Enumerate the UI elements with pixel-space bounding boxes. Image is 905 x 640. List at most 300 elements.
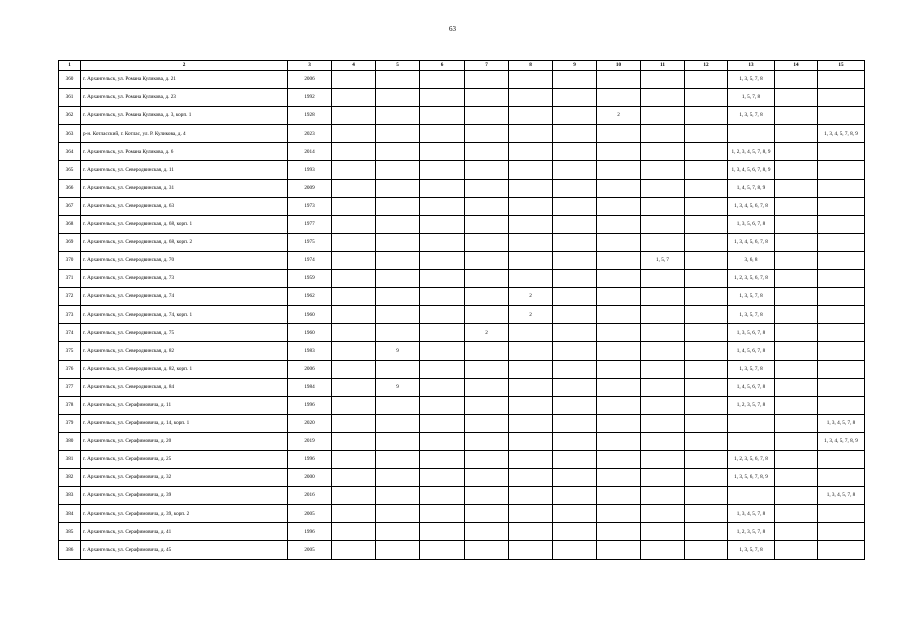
address-cell: г. Архангельск, ул. Северодвинская, д. 74 bbox=[81, 288, 288, 306]
cell-col-4 bbox=[332, 396, 376, 414]
cell-col-13: 1, 3, 4, 5, 7, 8 bbox=[728, 505, 775, 523]
cell-col-13: 1, 2, 3, 5, 7, 8 bbox=[728, 523, 775, 541]
address-cell: г. Архангельск, ул. Серафимовича, д. 32 bbox=[81, 469, 288, 487]
table-row bbox=[59, 270, 865, 288]
cell-col-15 bbox=[818, 288, 865, 306]
cell-col-15 bbox=[818, 505, 865, 523]
year-cell: 2006 bbox=[288, 360, 332, 378]
cell-col-15: 1, 3, 4, 5, 7, 8, 9 bbox=[818, 432, 865, 450]
year-cell: 1959 bbox=[288, 270, 332, 288]
cell-col-10 bbox=[597, 342, 641, 360]
cell-col-4 bbox=[332, 414, 376, 432]
cell-col-4 bbox=[332, 378, 376, 396]
address-cell: г. Архангельск, ул. Романа Куликова, д. 21 bbox=[81, 71, 288, 89]
cell-col-9 bbox=[553, 270, 597, 288]
cell-col-8 bbox=[509, 107, 553, 125]
cell-col-6 bbox=[420, 324, 465, 342]
cell-col-11 bbox=[641, 71, 685, 89]
cell-col-12 bbox=[685, 360, 728, 378]
cell-col-10 bbox=[597, 71, 641, 89]
cell-col-14 bbox=[775, 378, 818, 396]
cell-col-13: 1, 2, 3, 5, 6, 7, 8 bbox=[728, 270, 775, 288]
column-header-10: 10 bbox=[597, 61, 641, 71]
cell-col-10 bbox=[597, 179, 641, 197]
cell-col-12 bbox=[685, 487, 728, 505]
cell-col-7 bbox=[465, 432, 509, 450]
cell-col-7 bbox=[465, 233, 509, 251]
cell-col-5 bbox=[376, 432, 420, 450]
cell-col-12 bbox=[685, 179, 728, 197]
cell-col-4 bbox=[332, 469, 376, 487]
cell-col-11 bbox=[641, 215, 685, 233]
cell-col-11 bbox=[641, 505, 685, 523]
cell-col-11 bbox=[641, 432, 685, 450]
cell-col-14 bbox=[775, 71, 818, 89]
cell-col-9 bbox=[553, 306, 597, 324]
cell-col-8 bbox=[509, 541, 553, 559]
year-cell: 1960 bbox=[288, 324, 332, 342]
cell-col-11 bbox=[641, 523, 685, 541]
cell-col-10 bbox=[597, 89, 641, 107]
cell-col-13: 1, 4, 5, 6, 7, 8 bbox=[728, 342, 775, 360]
row-number-cell: 364 bbox=[59, 143, 81, 161]
cell-col-15 bbox=[818, 324, 865, 342]
cell-col-11 bbox=[641, 414, 685, 432]
cell-col-11 bbox=[641, 324, 685, 342]
cell-col-8: 2 bbox=[509, 288, 553, 306]
cell-col-11 bbox=[641, 469, 685, 487]
cell-col-14 bbox=[775, 523, 818, 541]
cell-col-8 bbox=[509, 396, 553, 414]
cell-col-7 bbox=[465, 179, 509, 197]
cell-col-13: 1, 3, 5, 6, 7, 8 bbox=[728, 324, 775, 342]
cell-col-12 bbox=[685, 161, 728, 179]
row-number-cell: 382 bbox=[59, 469, 81, 487]
cell-col-12 bbox=[685, 306, 728, 324]
table-row bbox=[59, 396, 865, 414]
column-header-2: 2 bbox=[81, 61, 288, 71]
cell-col-6 bbox=[420, 469, 465, 487]
cell-col-15 bbox=[818, 161, 865, 179]
cell-col-14 bbox=[775, 215, 818, 233]
address-cell: г. Архангельск, ул. Северодвинская, д. 68, корп. 1 bbox=[81, 215, 288, 233]
cell-col-11 bbox=[641, 306, 685, 324]
cell-col-7 bbox=[465, 487, 509, 505]
cell-col-9 bbox=[553, 215, 597, 233]
cell-col-14 bbox=[775, 233, 818, 251]
cell-col-12 bbox=[685, 378, 728, 396]
cell-col-7 bbox=[465, 270, 509, 288]
cell-col-7 bbox=[465, 306, 509, 324]
cell-col-11 bbox=[641, 179, 685, 197]
cell-col-13: 1, 3, 4, 5, 6, 7, 8 bbox=[728, 197, 775, 215]
cell-col-15 bbox=[818, 541, 865, 559]
cell-col-9 bbox=[553, 179, 597, 197]
row-number-cell: 371 bbox=[59, 270, 81, 288]
cell-col-14 bbox=[775, 306, 818, 324]
cell-col-5 bbox=[376, 450, 420, 468]
table-row bbox=[59, 288, 865, 306]
row-number-cell: 378 bbox=[59, 396, 81, 414]
table-row bbox=[59, 233, 865, 251]
table-row bbox=[59, 450, 865, 468]
year-cell: 2005 bbox=[288, 505, 332, 523]
cell-col-14 bbox=[775, 270, 818, 288]
cell-col-9 bbox=[553, 469, 597, 487]
cell-col-7 bbox=[465, 288, 509, 306]
cell-col-8 bbox=[509, 469, 553, 487]
year-cell: 1962 bbox=[288, 288, 332, 306]
cell-col-6 bbox=[420, 89, 465, 107]
address-cell: г. Архангельск, ул. Северодвинская, д. 82, корп. 1 bbox=[81, 360, 288, 378]
address-cell: г. Архангельск, ул. Серафимовича, д. 39, корп. 2 bbox=[81, 505, 288, 523]
cell-col-8 bbox=[509, 378, 553, 396]
cell-col-11 bbox=[641, 143, 685, 161]
column-header-14: 14 bbox=[775, 61, 818, 71]
cell-col-13: 1, 3, 5, 7, 8 bbox=[728, 360, 775, 378]
row-number-cell: 372 bbox=[59, 288, 81, 306]
table-row bbox=[59, 469, 865, 487]
cell-col-11 bbox=[641, 396, 685, 414]
cell-col-6 bbox=[420, 161, 465, 179]
cell-col-13: 1, 3, 5, 7, 8 bbox=[728, 107, 775, 125]
cell-col-5 bbox=[376, 414, 420, 432]
cell-col-7 bbox=[465, 89, 509, 107]
cell-col-5 bbox=[376, 197, 420, 215]
cell-col-11 bbox=[641, 288, 685, 306]
cell-col-5 bbox=[376, 324, 420, 342]
year-cell: 2014 bbox=[288, 143, 332, 161]
cell-col-10 bbox=[597, 414, 641, 432]
cell-col-7 bbox=[465, 161, 509, 179]
cell-col-5: 9 bbox=[376, 378, 420, 396]
cell-col-6 bbox=[420, 270, 465, 288]
cell-col-12 bbox=[685, 251, 728, 269]
cell-col-6 bbox=[420, 487, 465, 505]
address-cell: г. Архангельск, ул. Романа Куликова, д. 6 bbox=[81, 143, 288, 161]
cell-col-6 bbox=[420, 125, 465, 143]
cell-col-12 bbox=[685, 143, 728, 161]
address-cell: г. Архангельск, ул. Северодвинская, д. 31 bbox=[81, 179, 288, 197]
address-cell: г. Архангельск, ул. Серафимовича, д. 11 bbox=[81, 396, 288, 414]
row-number-cell: 365 bbox=[59, 161, 81, 179]
row-number-cell: 384 bbox=[59, 505, 81, 523]
cell-col-6 bbox=[420, 288, 465, 306]
cell-col-15 bbox=[818, 179, 865, 197]
cell-col-12 bbox=[685, 342, 728, 360]
column-header-12: 12 bbox=[685, 61, 728, 71]
cell-col-7 bbox=[465, 342, 509, 360]
table-row bbox=[59, 414, 865, 432]
table-row bbox=[59, 378, 865, 396]
cell-col-12 bbox=[685, 505, 728, 523]
address-cell: г. Архангельск, ул. Серафимовича, д. 45 bbox=[81, 541, 288, 559]
row-number-cell: 373 bbox=[59, 306, 81, 324]
cell-col-12 bbox=[685, 71, 728, 89]
cell-col-9 bbox=[553, 360, 597, 378]
cell-col-8 bbox=[509, 432, 553, 450]
cell-col-6 bbox=[420, 378, 465, 396]
cell-col-11 bbox=[641, 107, 685, 125]
cell-col-13: 1, 3, 5, 7, 8 bbox=[728, 288, 775, 306]
table-row bbox=[59, 432, 865, 450]
cell-col-9 bbox=[553, 432, 597, 450]
year-cell: 2019 bbox=[288, 432, 332, 450]
cell-col-8 bbox=[509, 487, 553, 505]
cell-col-9 bbox=[553, 288, 597, 306]
cell-col-5 bbox=[376, 487, 420, 505]
cell-col-14 bbox=[775, 197, 818, 215]
column-header-15: 15 bbox=[818, 61, 865, 71]
cell-col-6 bbox=[420, 215, 465, 233]
cell-col-10 bbox=[597, 251, 641, 269]
cell-col-14 bbox=[775, 450, 818, 468]
cell-col-6 bbox=[420, 432, 465, 450]
cell-col-5 bbox=[376, 89, 420, 107]
cell-col-8 bbox=[509, 342, 553, 360]
cell-col-9 bbox=[553, 396, 597, 414]
column-header-6: 6 bbox=[420, 61, 465, 71]
cell-col-15: 1, 3, 4, 5, 7, 8 bbox=[818, 414, 865, 432]
cell-col-9 bbox=[553, 487, 597, 505]
cell-col-7 bbox=[465, 414, 509, 432]
cell-col-11 bbox=[641, 270, 685, 288]
cell-col-5 bbox=[376, 143, 420, 161]
cell-col-10 bbox=[597, 288, 641, 306]
cell-col-6 bbox=[420, 414, 465, 432]
cell-col-5 bbox=[376, 179, 420, 197]
cell-col-6 bbox=[420, 450, 465, 468]
cell-col-10 bbox=[597, 396, 641, 414]
table-row bbox=[59, 89, 865, 107]
cell-col-5 bbox=[376, 215, 420, 233]
cell-col-15: 1, 3, 4, 5, 7, 8, 9 bbox=[818, 125, 865, 143]
cell-col-8 bbox=[509, 161, 553, 179]
cell-col-8 bbox=[509, 523, 553, 541]
cell-col-10 bbox=[597, 143, 641, 161]
cell-col-14 bbox=[775, 143, 818, 161]
cell-col-5 bbox=[376, 396, 420, 414]
table-row bbox=[59, 342, 865, 360]
cell-col-10 bbox=[597, 505, 641, 523]
cell-col-6 bbox=[420, 306, 465, 324]
cell-col-15 bbox=[818, 197, 865, 215]
year-cell: 2000 bbox=[288, 469, 332, 487]
cell-col-15 bbox=[818, 306, 865, 324]
year-cell: 2020 bbox=[288, 414, 332, 432]
cell-col-8 bbox=[509, 179, 553, 197]
row-number-cell: 383 bbox=[59, 487, 81, 505]
cell-col-5 bbox=[376, 523, 420, 541]
cell-col-12 bbox=[685, 125, 728, 143]
cell-col-15 bbox=[818, 143, 865, 161]
cell-col-6 bbox=[420, 360, 465, 378]
cell-col-4 bbox=[332, 107, 376, 125]
cell-col-7 bbox=[465, 251, 509, 269]
cell-col-8 bbox=[509, 251, 553, 269]
cell-col-4 bbox=[332, 71, 376, 89]
cell-col-15 bbox=[818, 523, 865, 541]
cell-col-14 bbox=[775, 107, 818, 125]
cell-col-11 bbox=[641, 360, 685, 378]
cell-col-4 bbox=[332, 251, 376, 269]
table-row bbox=[59, 143, 865, 161]
cell-col-4 bbox=[332, 523, 376, 541]
cell-col-6 bbox=[420, 143, 465, 161]
cell-col-10 bbox=[597, 432, 641, 450]
cell-col-10 bbox=[597, 233, 641, 251]
cell-col-13: 1, 3, 5, 7, 8 bbox=[728, 541, 775, 559]
year-cell: 1993 bbox=[288, 161, 332, 179]
cell-col-10 bbox=[597, 306, 641, 324]
cell-col-5 bbox=[376, 288, 420, 306]
cell-col-11 bbox=[641, 161, 685, 179]
cell-col-13 bbox=[728, 487, 775, 505]
cell-col-12 bbox=[685, 270, 728, 288]
cell-col-11 bbox=[641, 197, 685, 215]
year-cell: 1928 bbox=[288, 107, 332, 125]
column-header-8: 8 bbox=[509, 61, 553, 71]
cell-col-5 bbox=[376, 233, 420, 251]
table-row bbox=[59, 125, 865, 143]
row-number-cell: 367 bbox=[59, 197, 81, 215]
cell-col-14 bbox=[775, 414, 818, 432]
table-row bbox=[59, 505, 865, 523]
row-number-cell: 386 bbox=[59, 541, 81, 559]
cell-col-7 bbox=[465, 107, 509, 125]
cell-col-10 bbox=[597, 270, 641, 288]
address-cell: г. Архангельск, ул. Серафимовича, д. 20 bbox=[81, 432, 288, 450]
cell-col-13: 1, 2, 3, 5, 7, 8 bbox=[728, 396, 775, 414]
cell-col-7 bbox=[465, 396, 509, 414]
cell-col-5 bbox=[376, 360, 420, 378]
cell-col-4 bbox=[332, 342, 376, 360]
cell-col-14 bbox=[775, 251, 818, 269]
cell-col-7 bbox=[465, 523, 509, 541]
cell-col-9 bbox=[553, 71, 597, 89]
table-row bbox=[59, 360, 865, 378]
cell-col-8 bbox=[509, 71, 553, 89]
row-number-cell: 375 bbox=[59, 342, 81, 360]
cell-col-5 bbox=[376, 270, 420, 288]
cell-col-7 bbox=[465, 143, 509, 161]
cell-col-9 bbox=[553, 378, 597, 396]
row-number-cell: 361 bbox=[59, 89, 81, 107]
column-header-4: 4 bbox=[332, 61, 376, 71]
cell-col-6 bbox=[420, 505, 465, 523]
cell-col-13: 1, 3, 4, 5, 6, 7, 8 bbox=[728, 233, 775, 251]
cell-col-15 bbox=[818, 107, 865, 125]
cell-col-7 bbox=[465, 215, 509, 233]
cell-col-14 bbox=[775, 396, 818, 414]
cell-col-12 bbox=[685, 450, 728, 468]
year-cell: 1977 bbox=[288, 215, 332, 233]
column-header-9: 9 bbox=[553, 61, 597, 71]
table-header-row bbox=[59, 61, 865, 71]
cell-col-6 bbox=[420, 197, 465, 215]
cell-col-13: 1, 3, 5, 6, 7, 8, 9 bbox=[728, 469, 775, 487]
cell-col-14 bbox=[775, 125, 818, 143]
cell-col-8 bbox=[509, 360, 553, 378]
cell-col-14 bbox=[775, 505, 818, 523]
cell-col-13 bbox=[728, 414, 775, 432]
cell-col-6 bbox=[420, 107, 465, 125]
cell-col-7 bbox=[465, 125, 509, 143]
cell-col-9 bbox=[553, 89, 597, 107]
address-cell: г. Архангельск, ул. Северодвинская, д. 70 bbox=[81, 251, 288, 269]
cell-col-4 bbox=[332, 179, 376, 197]
cell-col-14 bbox=[775, 179, 818, 197]
table-row bbox=[59, 197, 865, 215]
cell-col-6 bbox=[420, 71, 465, 89]
cell-col-10 bbox=[597, 378, 641, 396]
cell-col-6 bbox=[420, 541, 465, 559]
cell-col-15 bbox=[818, 469, 865, 487]
address-cell: г. Архангельск, ул. Серафимовича, д. 39 bbox=[81, 487, 288, 505]
year-cell: 1996 bbox=[288, 523, 332, 541]
cell-col-12 bbox=[685, 233, 728, 251]
building-registry-table bbox=[58, 60, 865, 560]
table-row bbox=[59, 107, 865, 125]
cell-col-8: 2 bbox=[509, 306, 553, 324]
cell-col-12 bbox=[685, 89, 728, 107]
cell-col-9 bbox=[553, 143, 597, 161]
row-number-cell: 380 bbox=[59, 432, 81, 450]
table-body bbox=[59, 71, 865, 560]
cell-col-7 bbox=[465, 505, 509, 523]
cell-col-10 bbox=[597, 541, 641, 559]
row-number-cell: 360 bbox=[59, 71, 81, 89]
row-number-cell: 368 bbox=[59, 215, 81, 233]
cell-col-13: 1, 3, 5, 6, 7, 8 bbox=[728, 215, 775, 233]
cell-col-6 bbox=[420, 396, 465, 414]
cell-col-13: 1, 3, 5, 7, 8 bbox=[728, 71, 775, 89]
table-row bbox=[59, 71, 865, 89]
table-row bbox=[59, 215, 865, 233]
address-cell: г. Архангельск, ул. Северодвинская, д. 84 bbox=[81, 378, 288, 396]
address-cell: г. Архангельск, ул. Серафимовича, д. 14, корп. 1 bbox=[81, 414, 288, 432]
cell-col-4 bbox=[332, 450, 376, 468]
cell-col-8 bbox=[509, 270, 553, 288]
cell-col-6 bbox=[420, 233, 465, 251]
cell-col-12 bbox=[685, 396, 728, 414]
cell-col-12 bbox=[685, 469, 728, 487]
cell-col-14 bbox=[775, 487, 818, 505]
cell-col-15 bbox=[818, 378, 865, 396]
cell-col-13: 1, 5, 7, 8 bbox=[728, 89, 775, 107]
cell-col-10 bbox=[597, 487, 641, 505]
cell-col-10 bbox=[597, 523, 641, 541]
cell-col-15 bbox=[818, 215, 865, 233]
cell-col-12 bbox=[685, 541, 728, 559]
address-cell: г. Архангельск, ул. Романа Куликова, д. 23 bbox=[81, 89, 288, 107]
page-number: 63 bbox=[449, 25, 456, 33]
cell-col-9 bbox=[553, 541, 597, 559]
year-cell: 1975 bbox=[288, 233, 332, 251]
cell-col-15 bbox=[818, 233, 865, 251]
cell-col-13: 3, 6, 8 bbox=[728, 251, 775, 269]
address-cell: г. Архангельск, ул. Северодвинская, д. 63 bbox=[81, 197, 288, 215]
cell-col-10 bbox=[597, 161, 641, 179]
cell-col-14 bbox=[775, 432, 818, 450]
cell-col-4 bbox=[332, 541, 376, 559]
cell-col-4 bbox=[332, 143, 376, 161]
cell-col-5 bbox=[376, 71, 420, 89]
cell-col-9 bbox=[553, 324, 597, 342]
cell-col-7 bbox=[465, 360, 509, 378]
cell-col-14 bbox=[775, 324, 818, 342]
row-number-cell: 374 bbox=[59, 324, 81, 342]
